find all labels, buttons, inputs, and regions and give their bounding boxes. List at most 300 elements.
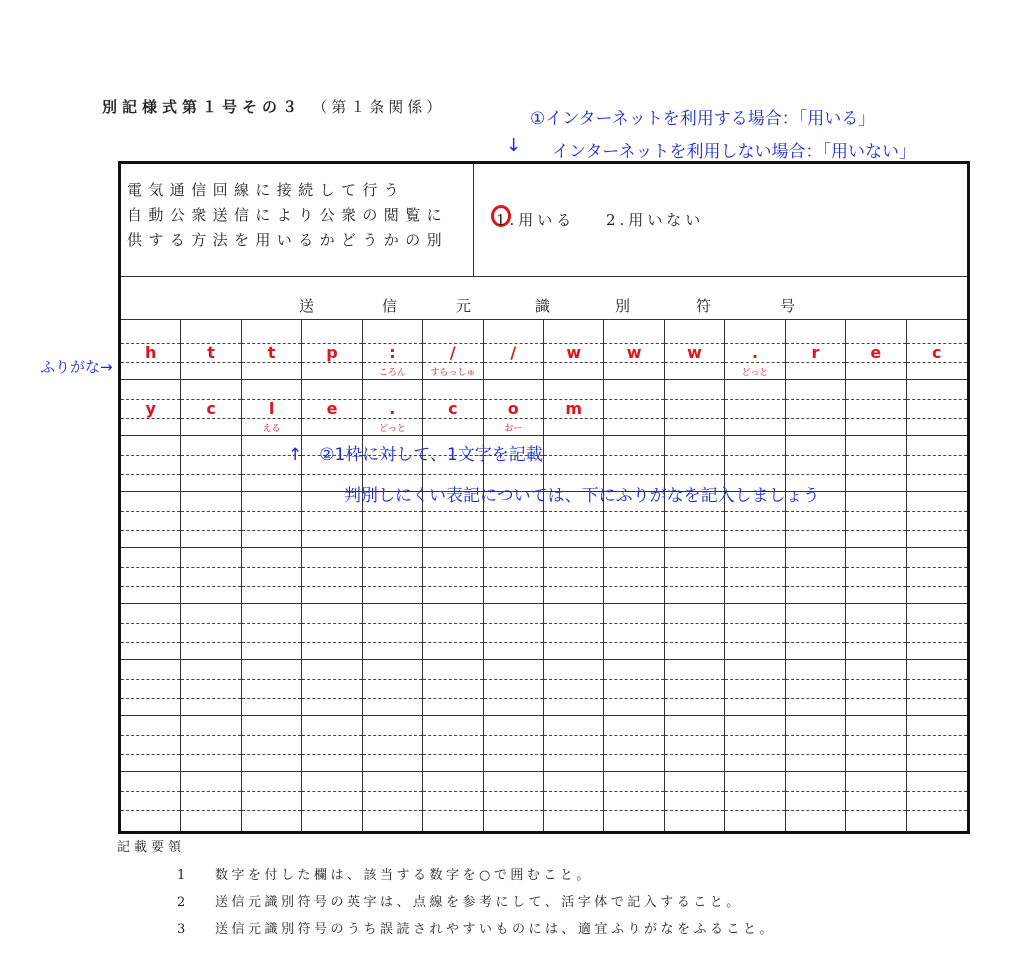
id-char-cell[interactable]	[544, 548, 604, 604]
id-char-cell[interactable]	[907, 604, 967, 660]
header-char: 符	[696, 297, 712, 315]
id-char-cell[interactable]	[604, 660, 664, 716]
id-char-cell[interactable]	[484, 716, 544, 772]
guide-line-lower	[121, 418, 180, 419]
guide-line-lower	[302, 810, 361, 811]
id-char-cell[interactable]	[423, 772, 483, 831]
guide-line-lower	[302, 418, 361, 419]
id-char-cell[interactable]	[484, 604, 544, 660]
guide-line-upper	[604, 679, 663, 680]
guide-line-upper	[846, 455, 905, 456]
question-line: 供する方法を用いるかどうかの別	[127, 231, 449, 249]
guide-line-lower	[846, 586, 905, 587]
id-char-cell[interactable]	[423, 604, 483, 660]
guide-line-lower	[423, 418, 482, 419]
guide-line-lower	[484, 642, 543, 643]
id-char-cell[interactable]	[786, 380, 846, 436]
id-char-cell[interactable]	[423, 380, 483, 436]
id-char-furigana: ころん	[378, 368, 406, 378]
id-char-cell[interactable]	[242, 604, 302, 660]
guide-line-lower	[121, 754, 180, 755]
guide-line-lower	[786, 586, 845, 587]
id-char-cell[interactable]	[846, 436, 906, 492]
id-char-cell[interactable]	[121, 492, 181, 548]
id-char-cell[interactable]	[181, 772, 241, 831]
header-char: 元	[456, 297, 472, 315]
guide-line-lower	[544, 418, 603, 419]
guide-line-upper	[242, 623, 301, 624]
guide-line-upper	[665, 399, 724, 400]
guide-line-lower	[604, 810, 663, 811]
guide-line-lower	[846, 698, 905, 699]
id-char-cell[interactable]	[846, 660, 906, 716]
id-char-cell[interactable]	[363, 320, 423, 380]
id-char-cell[interactable]	[484, 660, 544, 716]
guide-line-lower	[363, 698, 422, 699]
id-char-cell[interactable]	[242, 380, 302, 436]
guide-line-upper	[484, 623, 543, 624]
id-char-cell[interactable]	[846, 548, 906, 604]
id-char-cell[interactable]	[302, 548, 362, 604]
id-char-cell[interactable]	[181, 716, 241, 772]
id-char-cell[interactable]	[242, 492, 302, 548]
guide-line-upper	[484, 511, 543, 512]
guide-line-lower	[907, 754, 967, 755]
guide-line-lower	[907, 810, 967, 811]
guide-line-upper	[725, 399, 784, 400]
annotation-furigana-hint: 判別しにくい表記については、下にふりがなを記入しましょう	[344, 486, 820, 506]
id-char-cell[interactable]	[665, 548, 725, 604]
id-char-cell[interactable]	[302, 320, 362, 380]
form-title-article: （第１条関係）	[312, 98, 446, 116]
guide-line-lower	[544, 474, 603, 475]
guide-line-lower	[846, 754, 905, 755]
id-char: :	[389, 343, 396, 362]
guide-line-lower	[725, 698, 784, 699]
id-char-cell[interactable]	[725, 660, 785, 716]
id-char-cell[interactable]	[181, 604, 241, 660]
id-char-cell[interactable]	[242, 660, 302, 716]
id-char-cell[interactable]	[665, 604, 725, 660]
id-char: c	[448, 399, 458, 418]
guide-line-lower	[604, 418, 663, 419]
guide-line-upper	[363, 791, 422, 792]
guide-line-lower	[665, 642, 724, 643]
guide-line-lower	[242, 474, 301, 475]
guide-line-lower	[302, 754, 361, 755]
guide-line-lower	[302, 642, 361, 643]
id-char: r	[811, 343, 820, 362]
guide-line-upper	[181, 511, 240, 512]
guide-line-lower	[242, 530, 301, 531]
id-char-cell[interactable]	[907, 320, 967, 380]
id-char-cell[interactable]	[786, 772, 846, 831]
id-char-cell[interactable]	[242, 548, 302, 604]
guide-line-upper	[242, 735, 301, 736]
guide-line-upper	[907, 735, 967, 736]
guide-line-lower	[181, 642, 240, 643]
guide-line-lower	[907, 698, 967, 699]
id-char-cell[interactable]	[907, 772, 967, 831]
guide-line-upper	[786, 399, 845, 400]
id-char-cell[interactable]	[423, 320, 483, 380]
guide-line-upper	[907, 511, 967, 512]
id-char-cell[interactable]	[484, 548, 544, 604]
id-char-cell[interactable]	[725, 320, 785, 380]
guide-line-upper	[604, 623, 663, 624]
id-char: /	[510, 343, 517, 362]
id-char-cell[interactable]	[181, 380, 241, 436]
guide-line-lower	[786, 698, 845, 699]
header-char: 識	[535, 297, 551, 315]
instructions-title: 記載要領	[117, 840, 186, 855]
id-char-cell[interactable]	[665, 380, 725, 436]
id-char-cell[interactable]	[302, 660, 362, 716]
guide-line-upper	[907, 679, 967, 680]
id-char-cell[interactable]	[363, 772, 423, 831]
guide-line-lower	[544, 698, 603, 699]
id-char-cell[interactable]	[786, 716, 846, 772]
guide-line-upper	[544, 791, 603, 792]
guide-line-upper	[242, 679, 301, 680]
id-char-cell[interactable]	[786, 604, 846, 660]
id-char-cell[interactable]	[846, 716, 906, 772]
guide-line-lower	[121, 586, 180, 587]
id-char-cell[interactable]	[181, 660, 241, 716]
id-char-cell[interactable]	[181, 436, 241, 492]
guide-line-upper	[544, 567, 603, 568]
guide-line-lower	[665, 810, 724, 811]
sender-id-header	[121, 277, 967, 320]
guide-line-lower	[242, 698, 301, 699]
id-char-cell[interactable]	[725, 380, 785, 436]
id-char-cell[interactable]	[363, 716, 423, 772]
id-char-cell[interactable]	[121, 380, 181, 436]
id-char-cell[interactable]	[363, 604, 423, 660]
guide-line-upper	[604, 455, 663, 456]
guide-line-upper	[846, 791, 905, 792]
guide-line-lower	[725, 362, 784, 363]
instruction-number: 3	[177, 922, 189, 937]
id-char: t	[207, 343, 215, 362]
id-char-furigana: すらっしゅ	[430, 368, 476, 378]
guide-line-lower	[181, 698, 240, 699]
guide-line-lower	[363, 642, 422, 643]
option-use[interactable]: 1.用いる	[496, 211, 576, 229]
id-char-cell[interactable]	[302, 772, 362, 831]
guide-line-upper	[181, 455, 240, 456]
id-char-cell[interactable]	[181, 492, 241, 548]
guide-line-lower	[544, 810, 603, 811]
guide-line-upper	[907, 399, 967, 400]
id-char: /	[449, 343, 456, 362]
guide-line-upper	[665, 679, 724, 680]
id-char-cell[interactable]	[665, 716, 725, 772]
id-char-cell[interactable]	[725, 548, 785, 604]
guide-line-upper	[725, 679, 784, 680]
sender-id-grid	[121, 320, 967, 831]
question-section	[121, 164, 967, 277]
guide-line-lower	[363, 418, 422, 419]
form-title-main: 別記様式第１号その３	[102, 98, 303, 116]
guide-line-lower	[484, 754, 543, 755]
guide-line-lower	[544, 530, 603, 531]
guide-line-lower	[665, 754, 724, 755]
guide-line-upper	[363, 735, 422, 736]
id-char-cell[interactable]	[907, 548, 967, 604]
instruction-item	[177, 891, 743, 910]
id-char: w	[626, 343, 642, 362]
guide-line-upper	[786, 679, 845, 680]
id-char: h	[145, 343, 157, 362]
guide-line-lower	[181, 530, 240, 531]
annotation-one-char-rule: ↑ ②1枠に対して、1文字を記載	[288, 445, 543, 465]
instruction-text: 数字を付した欄は、該当する数字を○で囲むこと。	[215, 868, 593, 883]
id-char-cell[interactable]	[242, 716, 302, 772]
guide-line-upper	[121, 455, 180, 456]
guide-line-upper	[302, 623, 361, 624]
id-char-cell[interactable]	[544, 716, 604, 772]
guide-line-lower	[786, 530, 845, 531]
instruction-number: 1	[177, 868, 189, 883]
guide-line-lower	[363, 754, 422, 755]
guide-line-lower	[484, 418, 543, 419]
guide-line-lower	[725, 474, 784, 475]
guide-line-upper	[786, 511, 845, 512]
id-char-cell[interactable]	[604, 772, 664, 831]
instruction-text: 送信元識別符号のうち誤読されやすいものには、適宜ふりがなをふること。	[215, 922, 777, 937]
id-char-cell[interactable]	[181, 548, 241, 604]
guide-line-lower	[846, 530, 905, 531]
guide-line-lower	[302, 530, 361, 531]
id-char-cell[interactable]	[725, 604, 785, 660]
id-char-cell[interactable]	[846, 320, 906, 380]
id-char-cell[interactable]	[363, 548, 423, 604]
guide-line-lower	[786, 474, 845, 475]
id-char-cell[interactable]	[665, 772, 725, 831]
id-char-cell[interactable]	[363, 380, 423, 436]
guide-line-upper	[604, 399, 663, 400]
id-char-cell[interactable]	[121, 772, 181, 831]
guide-line-upper	[302, 567, 361, 568]
id-char: e	[326, 399, 338, 418]
guide-line-lower	[121, 362, 180, 363]
id-char-cell[interactable]	[907, 660, 967, 716]
guide-line-lower	[725, 642, 784, 643]
id-char-cell[interactable]	[302, 380, 362, 436]
id-char-cell[interactable]	[846, 380, 906, 436]
guide-line-upper	[604, 791, 663, 792]
guide-line-upper	[181, 735, 240, 736]
guide-line-lower	[423, 474, 482, 475]
guide-line-lower	[484, 810, 543, 811]
guide-line-lower	[846, 474, 905, 475]
id-char: w	[566, 343, 582, 362]
id-char: m	[565, 399, 583, 418]
guide-line-lower	[665, 698, 724, 699]
id-char: o	[507, 399, 519, 418]
guide-line-upper	[363, 623, 422, 624]
id-char-cell[interactable]	[846, 604, 906, 660]
guide-line-upper	[846, 735, 905, 736]
id-char-cell[interactable]	[121, 436, 181, 492]
guide-line-lower	[846, 810, 905, 811]
guide-line-upper	[302, 791, 361, 792]
guide-line-lower	[907, 474, 967, 475]
id-char-furigana: える	[262, 424, 281, 434]
id-char-cell[interactable]	[544, 380, 604, 436]
guide-line-lower	[907, 642, 967, 643]
guide-line-upper	[484, 791, 543, 792]
guide-line-lower	[484, 362, 543, 363]
id-char-cell[interactable]	[544, 320, 604, 380]
guide-line-upper	[786, 567, 845, 568]
id-char-cell[interactable]	[604, 716, 664, 772]
id-char-cell[interactable]	[604, 604, 664, 660]
guide-line-upper	[302, 735, 361, 736]
guide-line-lower	[423, 642, 482, 643]
guide-line-upper	[907, 623, 967, 624]
id-char-cell[interactable]	[302, 604, 362, 660]
id-char-cell[interactable]	[544, 660, 604, 716]
guide-line-lower	[665, 474, 724, 475]
guide-line-upper	[725, 623, 784, 624]
guide-line-lower	[181, 810, 240, 811]
option-not-use[interactable]: 2.用いない	[606, 211, 705, 229]
guide-line-upper	[544, 455, 603, 456]
id-char-cell[interactable]	[181, 320, 241, 380]
guide-line-upper	[121, 511, 180, 512]
question-line: 電気通信回線に接続して行う	[127, 181, 406, 199]
id-char-cell[interactable]	[302, 716, 362, 772]
id-char-cell[interactable]	[423, 548, 483, 604]
id-char-cell[interactable]	[665, 320, 725, 380]
guide-line-lower	[725, 754, 784, 755]
guide-line-lower	[846, 362, 905, 363]
guide-line-lower	[484, 474, 543, 475]
guide-line-lower	[907, 530, 967, 531]
guide-line-lower	[302, 474, 361, 475]
arrow-down-icon: ↓	[506, 135, 522, 156]
instruction-item	[177, 864, 593, 883]
id-char-cell[interactable]	[484, 320, 544, 380]
guide-line-upper	[725, 791, 784, 792]
guide-line-lower	[846, 642, 905, 643]
guide-line-upper	[786, 623, 845, 624]
id-char-cell[interactable]	[907, 380, 967, 436]
guide-line-upper	[604, 511, 663, 512]
guide-line-lower	[725, 586, 784, 587]
id-char-cell[interactable]	[786, 548, 846, 604]
id-char-cell[interactable]	[604, 320, 664, 380]
guide-line-lower	[544, 586, 603, 587]
guide-line-upper	[423, 791, 482, 792]
id-char-cell[interactable]	[484, 772, 544, 831]
guide-line-lower	[604, 362, 663, 363]
id-char-cell[interactable]	[786, 320, 846, 380]
header-char: 送	[299, 297, 315, 315]
guide-line-lower	[242, 362, 301, 363]
guide-line-upper	[725, 735, 784, 736]
id-char: .	[751, 343, 759, 362]
id-char-cell[interactable]	[363, 660, 423, 716]
instruction-item	[177, 918, 776, 937]
id-char-cell[interactable]	[846, 772, 906, 831]
guide-line-lower	[242, 418, 301, 419]
id-char-cell[interactable]	[604, 380, 664, 436]
id-char-cell[interactable]	[423, 716, 483, 772]
id-char-cell[interactable]	[484, 380, 544, 436]
guide-line-upper	[544, 623, 603, 624]
id-char-cell[interactable]	[242, 320, 302, 380]
id-char-cell[interactable]	[423, 660, 483, 716]
guide-line-upper	[604, 567, 663, 568]
id-char-cell[interactable]	[544, 772, 604, 831]
id-char-cell[interactable]	[846, 492, 906, 548]
id-char-cell[interactable]	[121, 716, 181, 772]
guide-line-upper	[242, 511, 301, 512]
id-char-cell[interactable]	[665, 660, 725, 716]
guide-line-upper	[846, 679, 905, 680]
id-char-cell[interactable]	[121, 604, 181, 660]
guide-line-lower	[242, 810, 301, 811]
id-char-cell[interactable]	[121, 548, 181, 604]
id-char-cell[interactable]	[786, 660, 846, 716]
id-char-cell[interactable]	[907, 492, 967, 548]
id-char-furigana: どっと	[741, 368, 769, 378]
guide-line-upper	[423, 567, 482, 568]
id-char-cell[interactable]	[725, 772, 785, 831]
id-char: .	[389, 399, 396, 418]
id-char-cell[interactable]	[121, 660, 181, 716]
id-char-cell[interactable]	[604, 548, 664, 604]
guide-line-lower	[242, 642, 301, 643]
guide-line-upper	[665, 735, 724, 736]
guide-line-upper	[665, 791, 724, 792]
id-char-cell[interactable]	[242, 772, 302, 831]
guide-line-lower	[181, 418, 240, 419]
guide-line-lower	[484, 698, 543, 699]
guide-line-upper	[786, 791, 845, 792]
header-char: 別	[615, 297, 631, 315]
guide-line-lower	[302, 698, 361, 699]
guide-line-upper	[121, 735, 180, 736]
guide-line-lower	[907, 586, 967, 587]
guide-line-upper	[121, 623, 180, 624]
guide-line-lower	[544, 362, 603, 363]
guide-line-lower	[665, 586, 724, 587]
id-char-cell[interactable]	[725, 716, 785, 772]
guide-line-lower	[363, 362, 422, 363]
guide-line-upper	[544, 679, 603, 680]
id-char-cell[interactable]	[121, 320, 181, 380]
id-char: c	[206, 399, 216, 418]
id-char-cell[interactable]	[907, 716, 967, 772]
guide-line-upper	[484, 735, 543, 736]
id-char-cell[interactable]	[907, 436, 967, 492]
id-char-cell[interactable]	[544, 604, 604, 660]
guide-line-lower	[181, 754, 240, 755]
guide-line-upper	[907, 791, 967, 792]
guide-line-upper	[423, 623, 482, 624]
guide-line-lower	[242, 586, 301, 587]
guide-line-lower	[423, 362, 482, 363]
instruction-text: 送信元識別符号の英字は、点線を参考にして、活字体で記入すること。	[215, 895, 743, 910]
guide-line-lower	[423, 530, 482, 531]
id-char: w	[687, 343, 702, 362]
guide-line-lower	[181, 474, 240, 475]
guide-line-upper	[484, 679, 543, 680]
